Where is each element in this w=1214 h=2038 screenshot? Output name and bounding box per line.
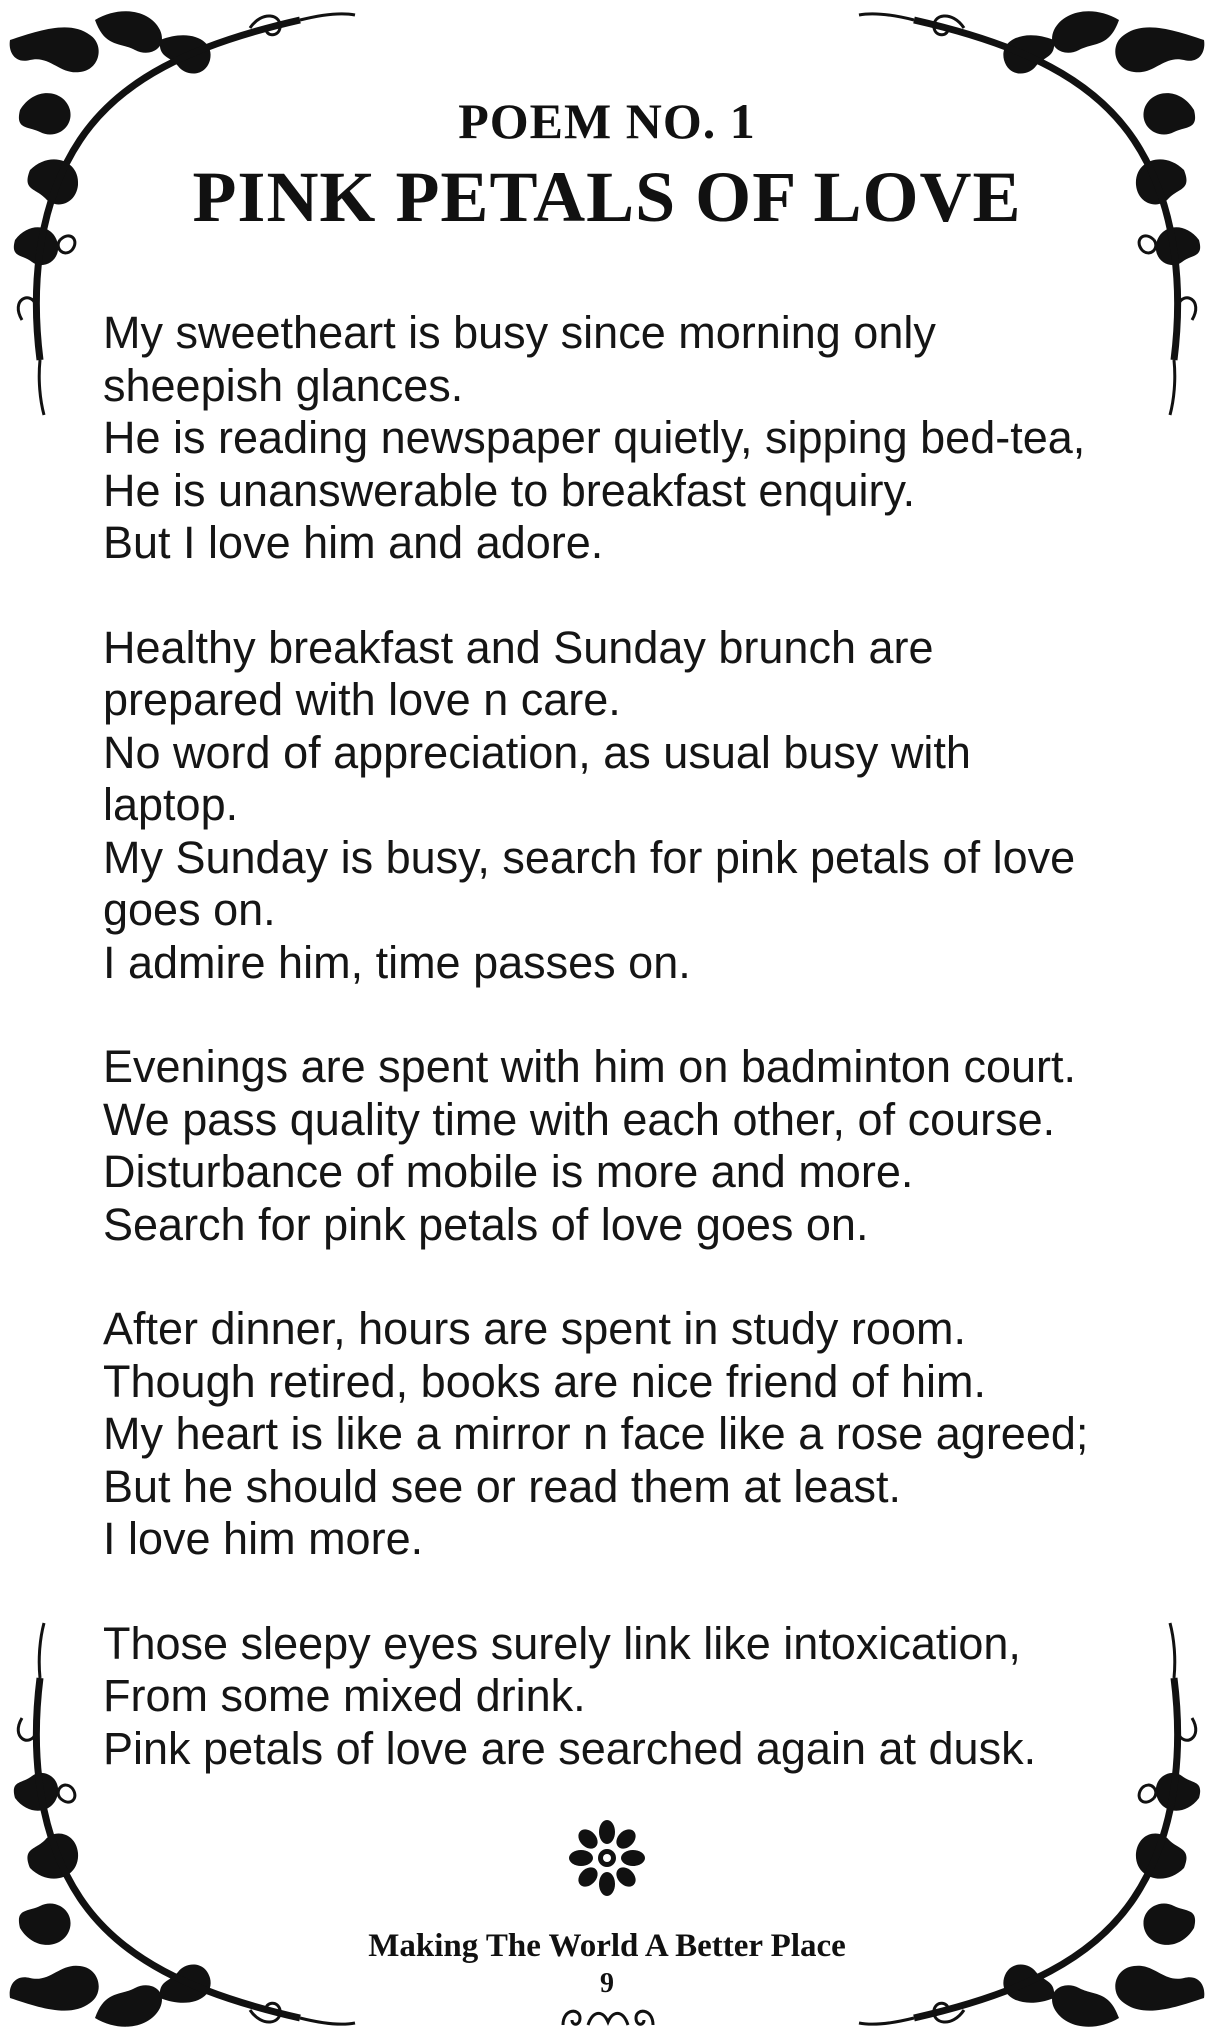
poem-line: goes on.: [103, 884, 276, 935]
poem-line: But I love him and adore.: [103, 517, 604, 568]
poem-line: Pink petals of love are searched again at dusk.: [103, 1722, 1037, 1774]
poem-line: We pass quality time with each other, of course.: [103, 1093, 1056, 1145]
poem-line: I admire him, time passes on.: [103, 936, 691, 988]
poem-line: Search for pink petals of love goes on.: [103, 1198, 869, 1250]
poem-line: He is reading newspaper quietly, sipping bed-tea,: [103, 412, 1086, 463]
poem-line: Those sleepy eyes surely link like intoxication,: [103, 1617, 1021, 1669]
poem-line: Though retired, books are nice friend of him.: [103, 1355, 986, 1407]
poem-line: My sweetheart is busy since morning only: [103, 307, 936, 358]
poem-line: From some mixed drink.: [103, 1670, 586, 1721]
poem-line: My heart is like a mirror n face like a rose agreed;: [103, 1408, 1089, 1459]
poem-line: My Sunday is busy, search for pink petals of love: [103, 831, 1076, 883]
stanza: [103, 1303, 1183, 1566]
book-title-footer: Making The World A Better Place: [368, 1928, 846, 1964]
poem-line: After dinner, hours are spent in study room.: [103, 1303, 966, 1354]
poem-number: POEM NO. 1: [458, 93, 756, 149]
stanza: [103, 622, 1183, 990]
curl-flourish-icon: [558, 2000, 658, 2030]
poem-line: But he should see or read them at least.: [103, 1460, 901, 1512]
poem-title: PINK PETALS OF LOVE: [192, 157, 1022, 237]
poem-line: Healthy breakfast and Sunday brunch are: [103, 621, 934, 673]
stanza: [103, 1041, 1183, 1251]
poem-line: sheepish glances.: [103, 359, 464, 411]
poem-line: No word of appreciation, as usual busy with: [103, 726, 971, 778]
poem-line: Evenings are spent with him on badminton court.: [103, 1041, 1077, 1092]
page-number: 9: [600, 1968, 614, 1999]
stanza: [103, 307, 1183, 570]
poem-line: Disturbance of mobile is more and more.: [103, 1146, 914, 1197]
poem-line: prepared with love n care.: [103, 674, 621, 725]
poem-line: laptop.: [103, 779, 239, 830]
stanza: [103, 1618, 1183, 1776]
poem-body: [103, 307, 1183, 1827]
flower-ornament-icon: [567, 1818, 647, 1898]
poem-line: I love him more.: [103, 1513, 424, 1564]
poem-line: He is unanswerable to breakfast enquiry.: [103, 464, 916, 516]
